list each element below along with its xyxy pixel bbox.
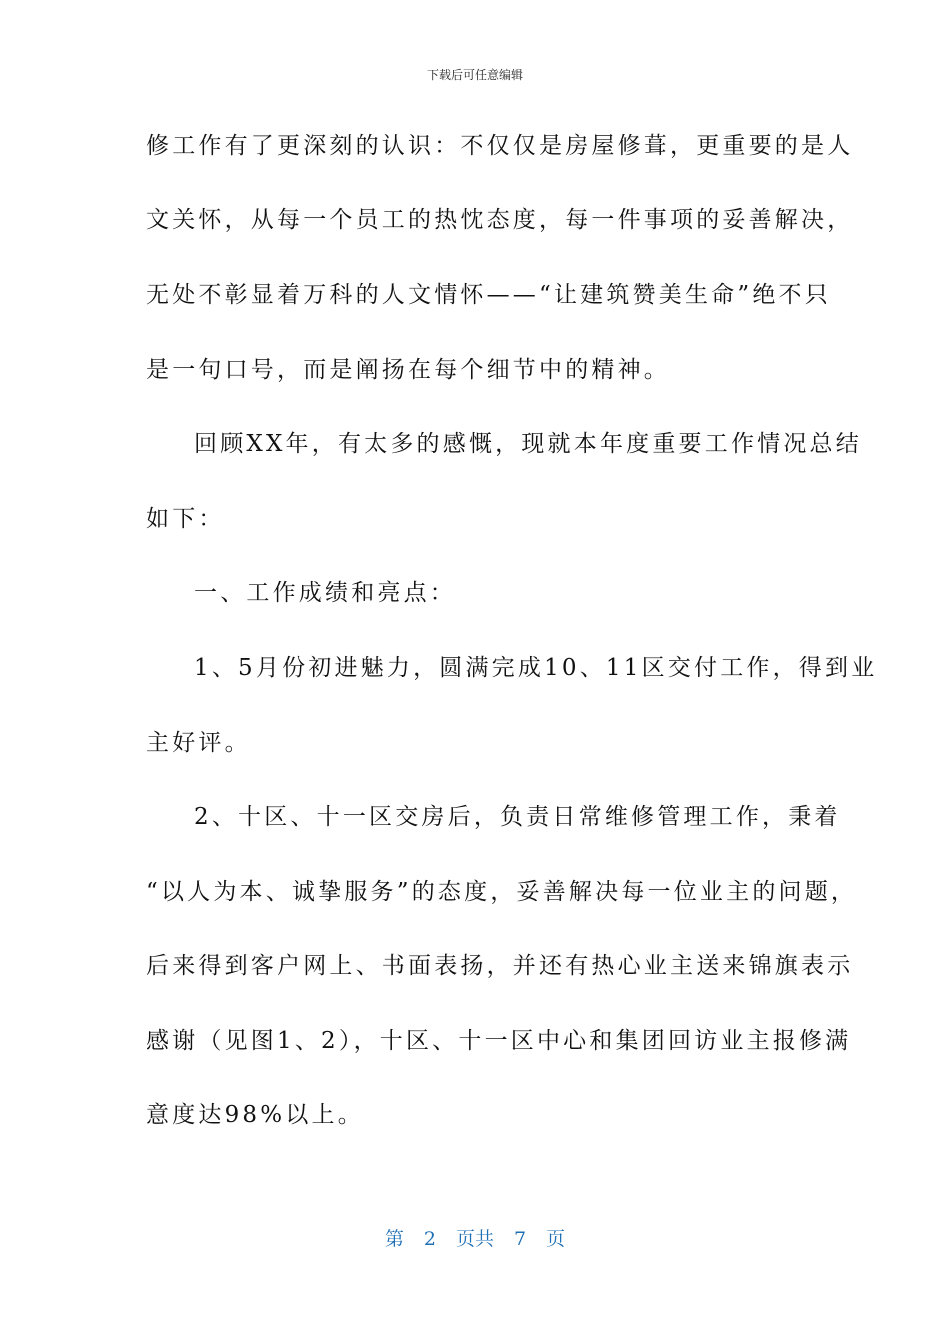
paragraph-line: 1、5月份初进魅力，圆满完成10、11区交付工作，得到业 (194, 655, 878, 681)
page-number-footer (0, 1226, 950, 1252)
section-heading: 一、工作成绩和亮点： (194, 580, 456, 606)
paragraph-line: 无处不彰显着万科的人文情怀——“让建筑赞美生命”绝不只 (146, 282, 831, 308)
paragraph-line: 修工作有了更深刻的认识：不仅仅是房屋修葺，更重要的是人 (146, 133, 854, 159)
paragraph-line: 意度达98%以上。 (146, 1102, 364, 1128)
paragraph-line: 文关怀，从每一个员工的热忱态度，每一件事项的妥善解决， (146, 207, 854, 233)
paragraph-line: 2、十区、十一区交房后，负责日常维修管理工作，秉着 (194, 804, 841, 830)
page-number-text: 第 2 页共 7 页 (384, 1228, 566, 1250)
page-header: 下载后可任意编辑 (426, 68, 523, 82)
paragraph-line: 回顾XX年，有太多的感慨，现就本年度重要工作情况总结 (194, 431, 862, 457)
paragraph-line: “以人为本、诚挚服务”的态度，妥善解决每一位业主的问题， (146, 879, 858, 905)
paragraph-line: 感谢（见图1、2），十区、十一区中心和集团回访业主报修满 (146, 1028, 852, 1054)
paragraph-line: 后来得到客户网上、书面表扬，并还有热心业主送来锦旗表示 (146, 953, 854, 979)
paragraph-line: 是一句口号，而是阐扬在每个细节中的精神。 (146, 357, 670, 383)
paragraph-line: 主好评。 (146, 730, 251, 756)
paragraph-line: 如下： (146, 506, 225, 532)
